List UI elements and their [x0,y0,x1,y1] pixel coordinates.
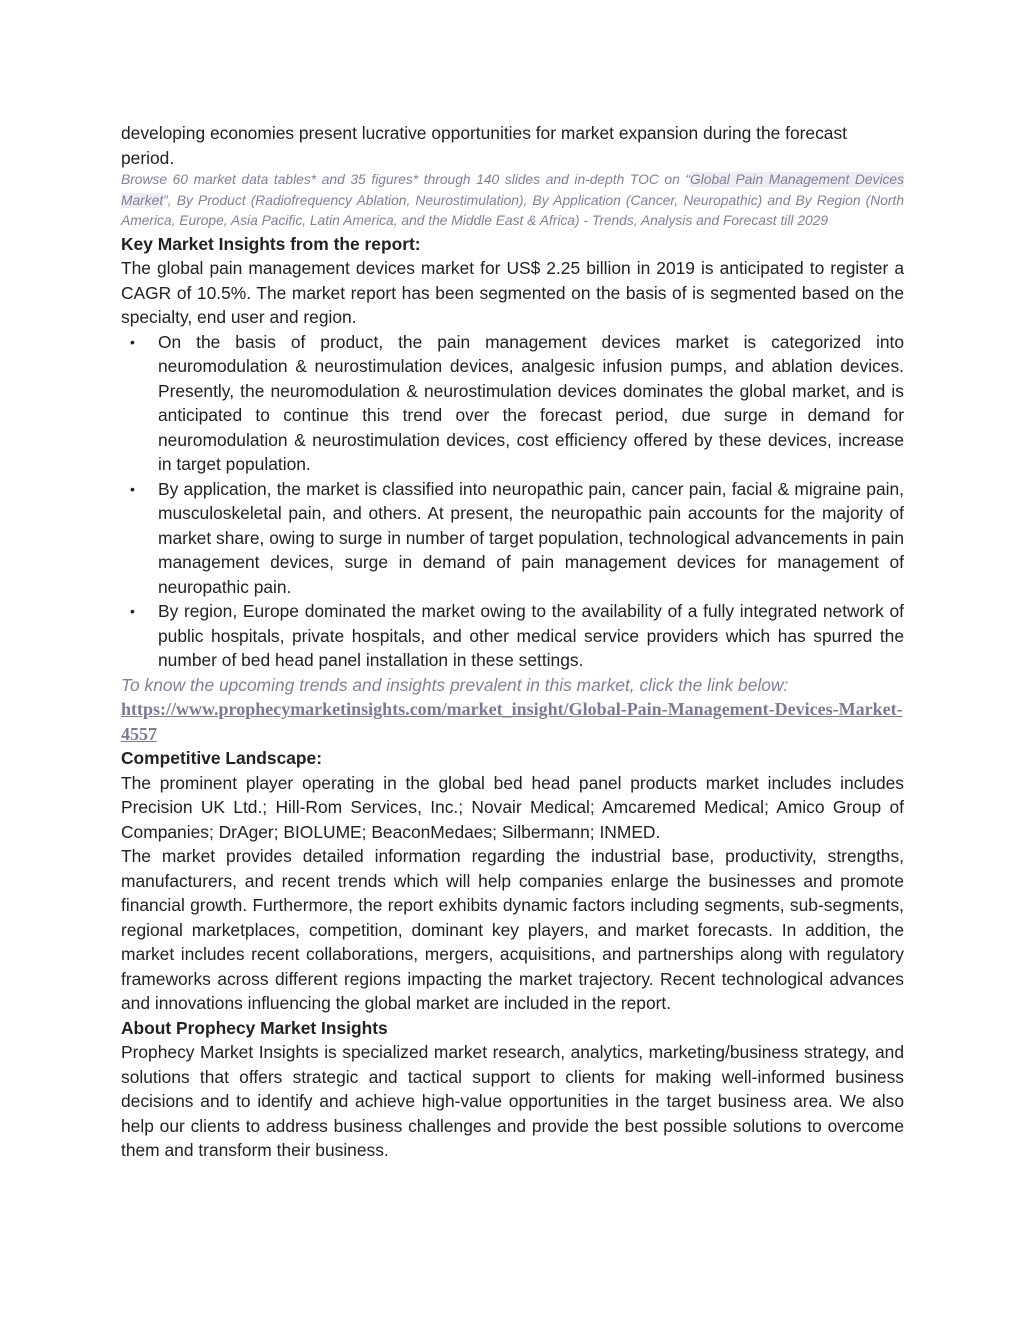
key-insights-paragraph: The global pain management devices market for US$ 2.25 billion in 2019 is anticipated to register a CAGR of 10.5%. The market report has been segmented on the basis of is segmented based on the specialty, end user and region. [121,258,904,327]
list-item [121,330,904,477]
trends-prompt: To know the upcoming trends and insights prevalent in this market, click the link below: [121,674,789,695]
bullet-text-application: By application, the market is classified into neuropathic pain, cancer pain, facial & migraine pain, musculoskeletal pain, and others. At present, the neuropathic pain accounts for the majority of market share, owing to surge in number of target population, technological advancements in pain management devices, surge in demand of pain management devices for management of neuropathic pain. [158,478,904,597]
report-title-highlight: Global Pain Management Devices Market [121,172,904,208]
bullet-text-region: By region, Europe dominated the market owing to the availability of a fully integrated network of public hospitals, private hospitals, and other medical service providers which has spurred the number of bed head panel installation in these settings. [158,601,904,670]
report-link[interactable]: https://www.prophecymarketinsights.com/market_insight/Global-Pain-Management-Devices-Market-4557 [121,699,903,744]
bullet-icon: • [130,333,135,350]
intro-paragraph: developing economies present lucrative opportunities for market expansion during the forecast period. [121,123,847,168]
market-details-paragraph: The market provides detailed information regarding the industrial base, productivity, strengths, manufacturers, and recent trends which will help companies enlarge the businesses and promote financial growth. Furthermore, the report exhibits dynamic factors including segments, sub-segments, regional marketplaces, competition, dominant key players, and market forecasts. In addition, the market includes recent collaborations, mergers, acquisitions, and partnerships along with regulatory frameworks across different regions impacting the market trajectory. Recent technological advances and innovations influencing the global market are included in the report. [121,846,904,1013]
bullet-text-product: On the basis of product, the pain management devices market is categorized into neuromodulation & neurostimulation devices, analgesic infusion pumps, and ablation devices. Presently, the neuromodulation & neurostimulation devices dominates the global market, and is anticipated to continue this trend over the forecast period, due surge in demand for neuromodulation & neurostimulation devices, cost efficiency offered by these devices, increase in target population. [158,331,904,474]
list-item [121,477,904,600]
list-item [121,599,904,673]
key-insights-heading: Key Market Insights from the report: [121,233,421,254]
about-heading: About Prophecy Market Insights [121,1017,388,1038]
browse-note [121,170,904,232]
competitive-landscape-heading: Competitive Landscape: [121,748,323,768]
document-page [121,121,904,1163]
browse-note-prefix: Browse 60 market data tables* and 35 figures* through 140 slides and in-depth TOC on “ [121,172,690,187]
browse-note-suffix: ”, By Product (Radiofrequency Ablation, Neurostimulation), By Application (Cancer, Neuropathic) and By Region (North America, Europe, Asia Pacific, Latin America, and the Middle East & Africa) - Trends, Analysis and Forecast till 2029 [121,192,904,228]
bullet-icon: • [130,480,135,497]
about-paragraph: Prophecy Market Insights is specialized market research, analytics, marketing/business strategy, and solutions that offers strategic and tactical support to clients for making well-informed business decisions and to identify and achieve high-value opportunities in the target business area. We also help our clients to address business challenges and provide the best possible solutions to overcome them and transform their business. [121,1042,904,1160]
insights-bullet-list [121,330,904,673]
bullet-icon: • [130,603,135,619]
competitive-players-paragraph: The prominent player operating in the global bed head panel products market includes includes Precision UK Ltd.; Hill-Rom Services, Inc.; Novair Medical; Amcaremed Medical; Amico Group of Companies; DrAger; BIOLUME; BeaconMedaes; Silbermann; INMED. [121,772,904,842]
